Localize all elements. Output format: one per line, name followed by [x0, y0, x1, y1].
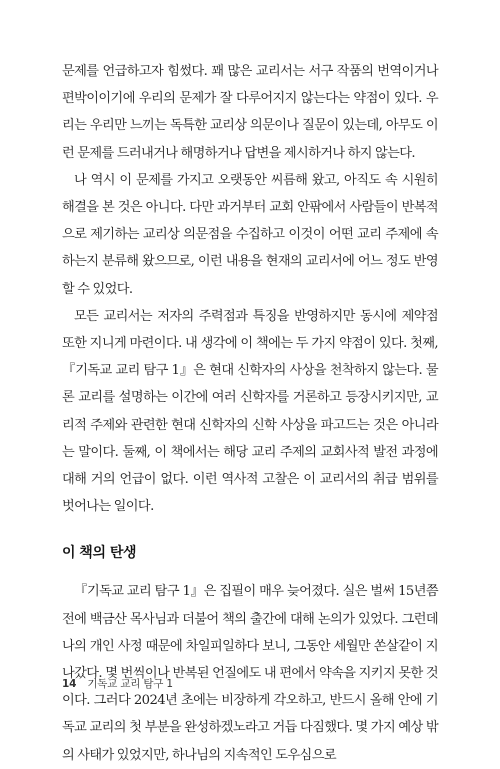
- paragraph-1: 문제를 언급하고자 힘썼다. 꽤 많은 교리서는 서구 작품의 번역이거나 편박이이기에 우리의 문제가 잘 다루어지지 않는다는 약점이 있다. 우리는 우리만 느끼는 독특한 교리상 의문이나 질문이 있는데, 아무도 이런 문제를 드러내거나 해명하거나 답변을 제시하거나 하지 않는다.: [62, 64, 438, 161]
- body-text: [62, 58, 438, 769]
- section-paragraph: 『기독교 교리 탐구 1』은 집필이 매우 늦어졌다. 실은 벌써 15년쯤 전에 백금산 목사님과 더불어 책의 출간에 대해 논의가 있었다. 그런데 나의 개인 사정 때문에 차일피일하다 보니, 그동안 세월만 쏜살같이 지나갔다. 몇 번씩이나 반복된 언질에도 내 편에서 약속을 지키지 못한 것이다. 그러다 2024년 초에는 비장하게 각오하고, 반드시 올해 안에 기독교 교리의 첫 부분을 완성하겠노라고 거듭 다짐했다. 몇 가지 예상 밖의 사태가 있었지만, 하나님의 지속적인 도우심으로: [62, 584, 438, 763]
- paragraph-3: 모든 교리서는 저자의 주력점과 특징을 반영하지만 동시에 제약점 또한 지니게 마련이다. 내 생각에 이 책에는 두 가지 약점이 있다. 첫째, 『기독교 교리 탐구 1』은 현대 신학자의 사상을 천착하지 않는다. 물론 교리를 설명하는 이간에 여러 신학자를 거론하고 등장시키지만, 교리적 주제와 관련한 현대 신학자의 신학 사상을 파고드는 것은 아니라는 말이다. 둘째, 이 책에서는 해당 교리 주제의 교회사적 발전 과정에 대해 거의 언급이 없다. 이런 역사적 고찰은 이 교리서의 취급 범위를 벗어나는 일이다.: [62, 308, 438, 515]
- paragraph-2: 나 역시 이 문제를 가지고 오랫동안 씨름해 왔고, 아직도 속 시원히 해결을 본 것은 아니다. 다만 과거부터 교회 안팎에서 사람들이 반복적으로 제기하는 교리상 의문점을 수집하고 이것이 어떤 교리 주제에 속하는지 분류해 왔으므로, 이런 내용을 현재의 교리서에 어느 정도 반영할 수 있었다.: [62, 172, 438, 297]
- section-heading: 이 책의 탄생: [62, 545, 137, 562]
- page-footer: [62, 676, 173, 691]
- running-title: 기독교 교리 탐구 1: [87, 678, 173, 690]
- page-number: 14: [62, 678, 77, 690]
